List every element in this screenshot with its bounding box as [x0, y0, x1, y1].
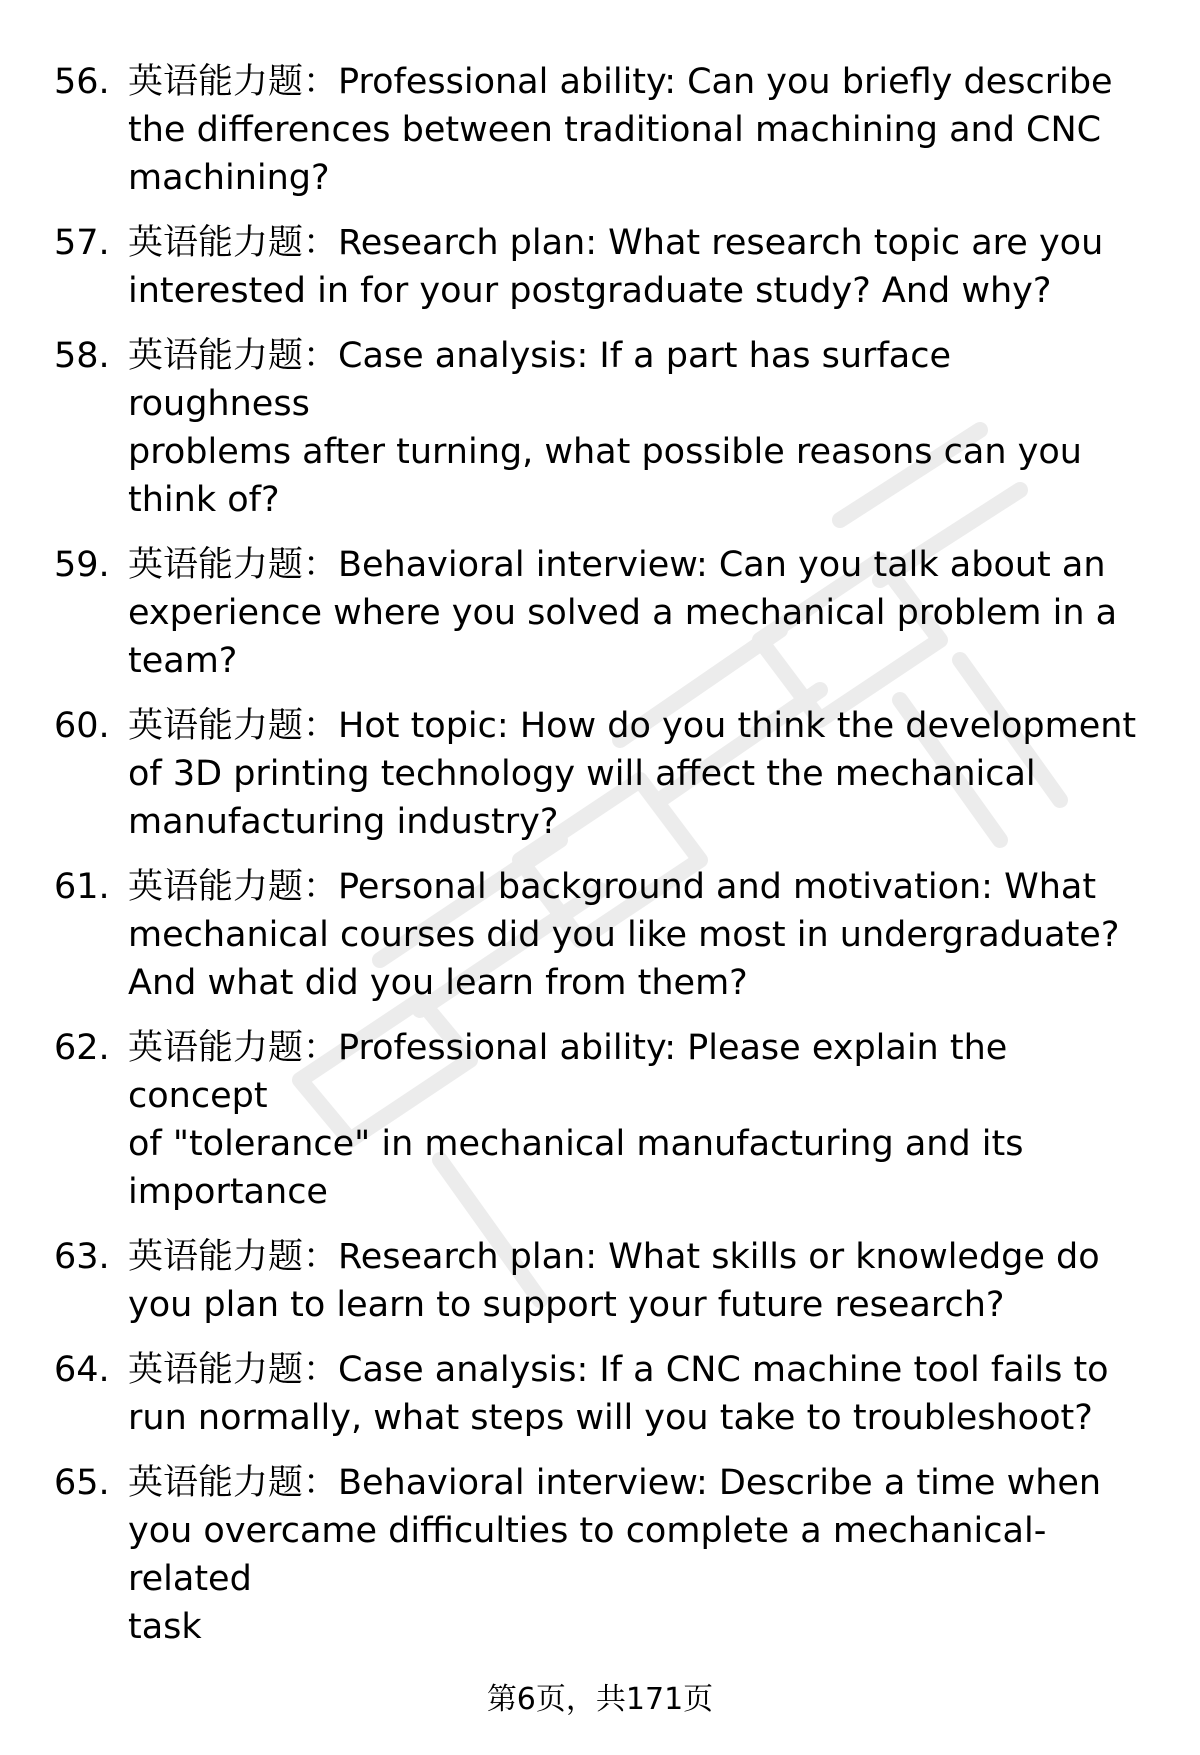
question-list	[0, 58, 1200, 1668]
question-item	[0, 863, 1200, 1007]
question-number: 61.	[54, 867, 110, 907]
question-number: 64.	[54, 1350, 110, 1390]
question-item	[0, 702, 1200, 846]
question-text: 英语能力题：Behavioral interview: Describe a time when you overcame difficulties to complete a mechanical-related task	[128, 1463, 1102, 1647]
question-text: 英语能力题：Research plan: What research topic are you interested in for your postgraduate study? And why?	[128, 223, 1104, 311]
question-text: 英语能力题：Behavioral interview: Can you talk about an experience where you solved a mechanical problem in a team?	[128, 545, 1118, 681]
question-item	[0, 1233, 1200, 1329]
question-text: 英语能力题：Research plan: What skills or knowledge do you plan to learn to support your future research?	[128, 1237, 1100, 1325]
question-text: 英语能力题：Case analysis: If a part has surface roughness problems after turning, what possible reasons can you think of?	[128, 336, 1082, 520]
question-item	[0, 1346, 1200, 1442]
question-number: 57.	[54, 223, 110, 263]
question-text: 英语能力题：Professional ability: Please explain the concept of "tolerance" in mechanical manufacturing and its importance	[128, 1028, 1024, 1212]
question-number: 58.	[54, 336, 110, 376]
question-item	[0, 58, 1200, 202]
question-number: 60.	[54, 706, 110, 746]
question-number: 62.	[54, 1028, 110, 1068]
question-number: 59.	[54, 545, 110, 585]
page-footer: 第6页，共171页	[486, 1682, 714, 1717]
question-text: 英语能力题：Professional ability: Can you briefly describe the differences between traditional machining and CNC machining?	[128, 62, 1113, 198]
question-number: 65.	[54, 1463, 110, 1503]
question-number: 56.	[54, 62, 110, 102]
question-item	[0, 219, 1200, 315]
question-item	[0, 1024, 1200, 1216]
question-item	[0, 332, 1200, 524]
question-item	[0, 541, 1200, 685]
question-text: 英语能力题：Personal background and motivation: What mechanical courses did you like most in undergraduate? And what did you learn from them?	[128, 867, 1120, 1003]
question-number: 63.	[54, 1237, 110, 1277]
question-item	[0, 1459, 1200, 1651]
question-text: 英语能力题：Case analysis: If a CNC machine tool fails to run normally, what steps will you take to troubleshoot?	[128, 1350, 1109, 1438]
question-text: 英语能力题：Hot topic: How do you think the development of 3D printing technology will affect the mechanical manufacturing industry?	[128, 706, 1137, 842]
